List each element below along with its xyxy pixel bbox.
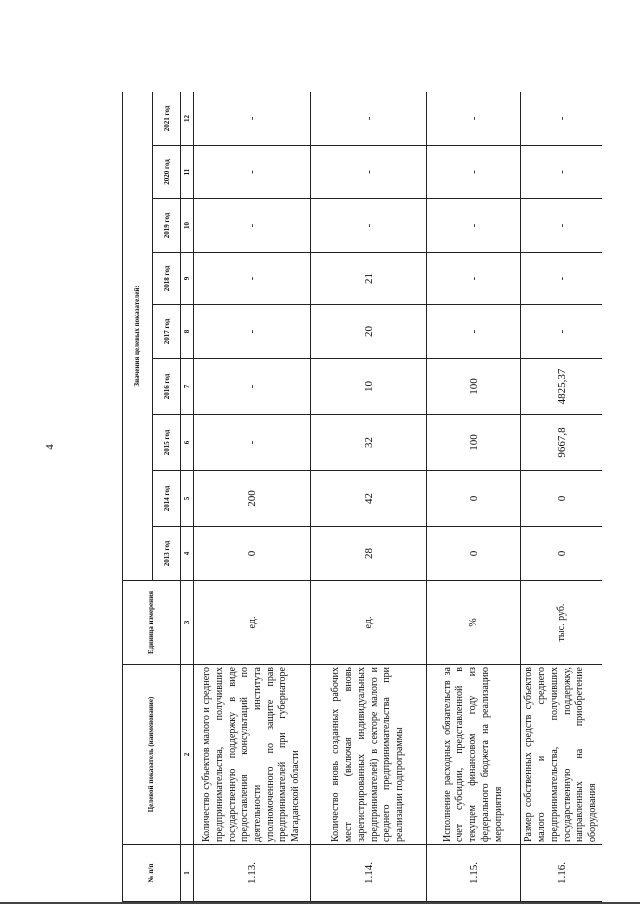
value-cell: -: [194, 253, 311, 305]
value-cell: -: [194, 146, 311, 199]
row-number: 1.15.: [427, 845, 521, 902]
column-number: 10: [181, 199, 194, 253]
value-cell: 200: [194, 471, 311, 527]
value-cell: -: [521, 253, 603, 305]
value-cell: 0: [521, 527, 603, 581]
value-cell: -: [427, 92, 521, 146]
column-number: 4: [181, 527, 194, 581]
column-number: 5: [181, 471, 194, 527]
value-cell: 28: [311, 527, 427, 581]
value-cell: 32: [311, 415, 427, 471]
row-number: 1.14.: [311, 845, 427, 902]
column-number: 7: [181, 359, 194, 415]
page-number: 4: [43, 444, 56, 450]
value-cell: 4825,37: [521, 359, 603, 415]
value-cell: -: [427, 253, 521, 305]
value-cell: -: [521, 199, 603, 253]
value-cell: -: [194, 305, 311, 359]
table-row: [521, 92, 603, 902]
header-name: Целевой показатель (наименование): [123, 665, 181, 845]
value-cell: -: [521, 305, 603, 359]
table-row: [311, 92, 427, 902]
value-cell: -: [427, 146, 521, 199]
value-cell: -: [521, 92, 603, 146]
value-cell: -: [521, 146, 603, 199]
indicator-name: Количество субъектов малого и среднего предпринимательства, получивших государственную поддержку в виде предоставления консультаций по деятельности института уполномоченного по защите прав предпринимателей при губернаторе Магаданской области: [194, 665, 311, 845]
value-cell: 100: [427, 359, 521, 415]
indicator-name: Количество вновь созданных рабочих мест (включая вновь зарегистрированных индивидуальных предпринимателей) в секторе малого и среднего предпринимательства при реализации подпрограммы: [311, 665, 427, 845]
value-cell: 42: [311, 471, 427, 527]
column-number: 9: [181, 253, 194, 305]
header-values-group: Значения целевых показателей:: [123, 92, 153, 581]
row-number: 1.16.: [521, 845, 603, 902]
header-year: 2020 год: [153, 146, 181, 199]
header-year: 2018 год: [153, 253, 181, 305]
rotated-page: [122, 92, 602, 902]
value-cell: -: [311, 199, 427, 253]
header-unit: Единица измерения: [123, 581, 181, 665]
header-year: 2014 год: [153, 471, 181, 527]
header-year: 2013 год: [153, 527, 181, 581]
indicator-name: Исполнение расходных обязательств за счет субсидии, представленной в текущем финансовом году из федерального бюджета на реализацию мероприятия: [427, 665, 521, 845]
value-cell: 0: [427, 527, 521, 581]
value-cell: 10: [311, 359, 427, 415]
indicator-name: Размер собственных средств субъектов малого и среднего предпринимательства, получивших государственную поддержку, направленных на приобретение оборудования: [521, 665, 603, 845]
value-cell: -: [427, 199, 521, 253]
value-cell: -: [311, 146, 427, 199]
bottom-divider: [0, 902, 640, 904]
header-year: 2017 год: [153, 305, 181, 359]
value-cell: 20: [311, 305, 427, 359]
value-cell: -: [194, 415, 311, 471]
row-number: 1.13.: [194, 845, 311, 902]
column-numbers-row: [181, 92, 194, 902]
column-number: 6: [181, 415, 194, 471]
header-year: 2019 год: [153, 199, 181, 253]
value-cell: -: [427, 305, 521, 359]
indicator-unit: %: [427, 581, 521, 665]
column-number: 1: [181, 845, 194, 902]
header-year: 2021 год: [153, 92, 181, 146]
indicator-unit: ед.: [311, 581, 427, 665]
column-number: 12: [181, 92, 194, 146]
header-year: 2016 год: [153, 359, 181, 415]
value-cell: -: [194, 92, 311, 146]
indicators-table: [122, 92, 602, 902]
table-row: [194, 92, 311, 902]
table-row: [427, 92, 521, 902]
column-number: 11: [181, 146, 194, 199]
value-cell: 21: [311, 253, 427, 305]
value-cell: -: [194, 199, 311, 253]
column-number: 3: [181, 581, 194, 665]
column-number: 8: [181, 305, 194, 359]
indicator-unit: ед.: [194, 581, 311, 665]
column-number: 2: [181, 665, 194, 845]
indicator-unit: тыс. руб.: [521, 581, 603, 665]
value-cell: -: [194, 359, 311, 415]
value-cell: 0: [521, 471, 603, 527]
header-year: 2015 год: [153, 415, 181, 471]
value-cell: 0: [427, 471, 521, 527]
value-cell: -: [311, 92, 427, 146]
value-cell: 9667,8: [521, 415, 603, 471]
value-cell: 0: [194, 527, 311, 581]
header-num: № п/п: [123, 845, 181, 902]
value-cell: 100: [427, 415, 521, 471]
